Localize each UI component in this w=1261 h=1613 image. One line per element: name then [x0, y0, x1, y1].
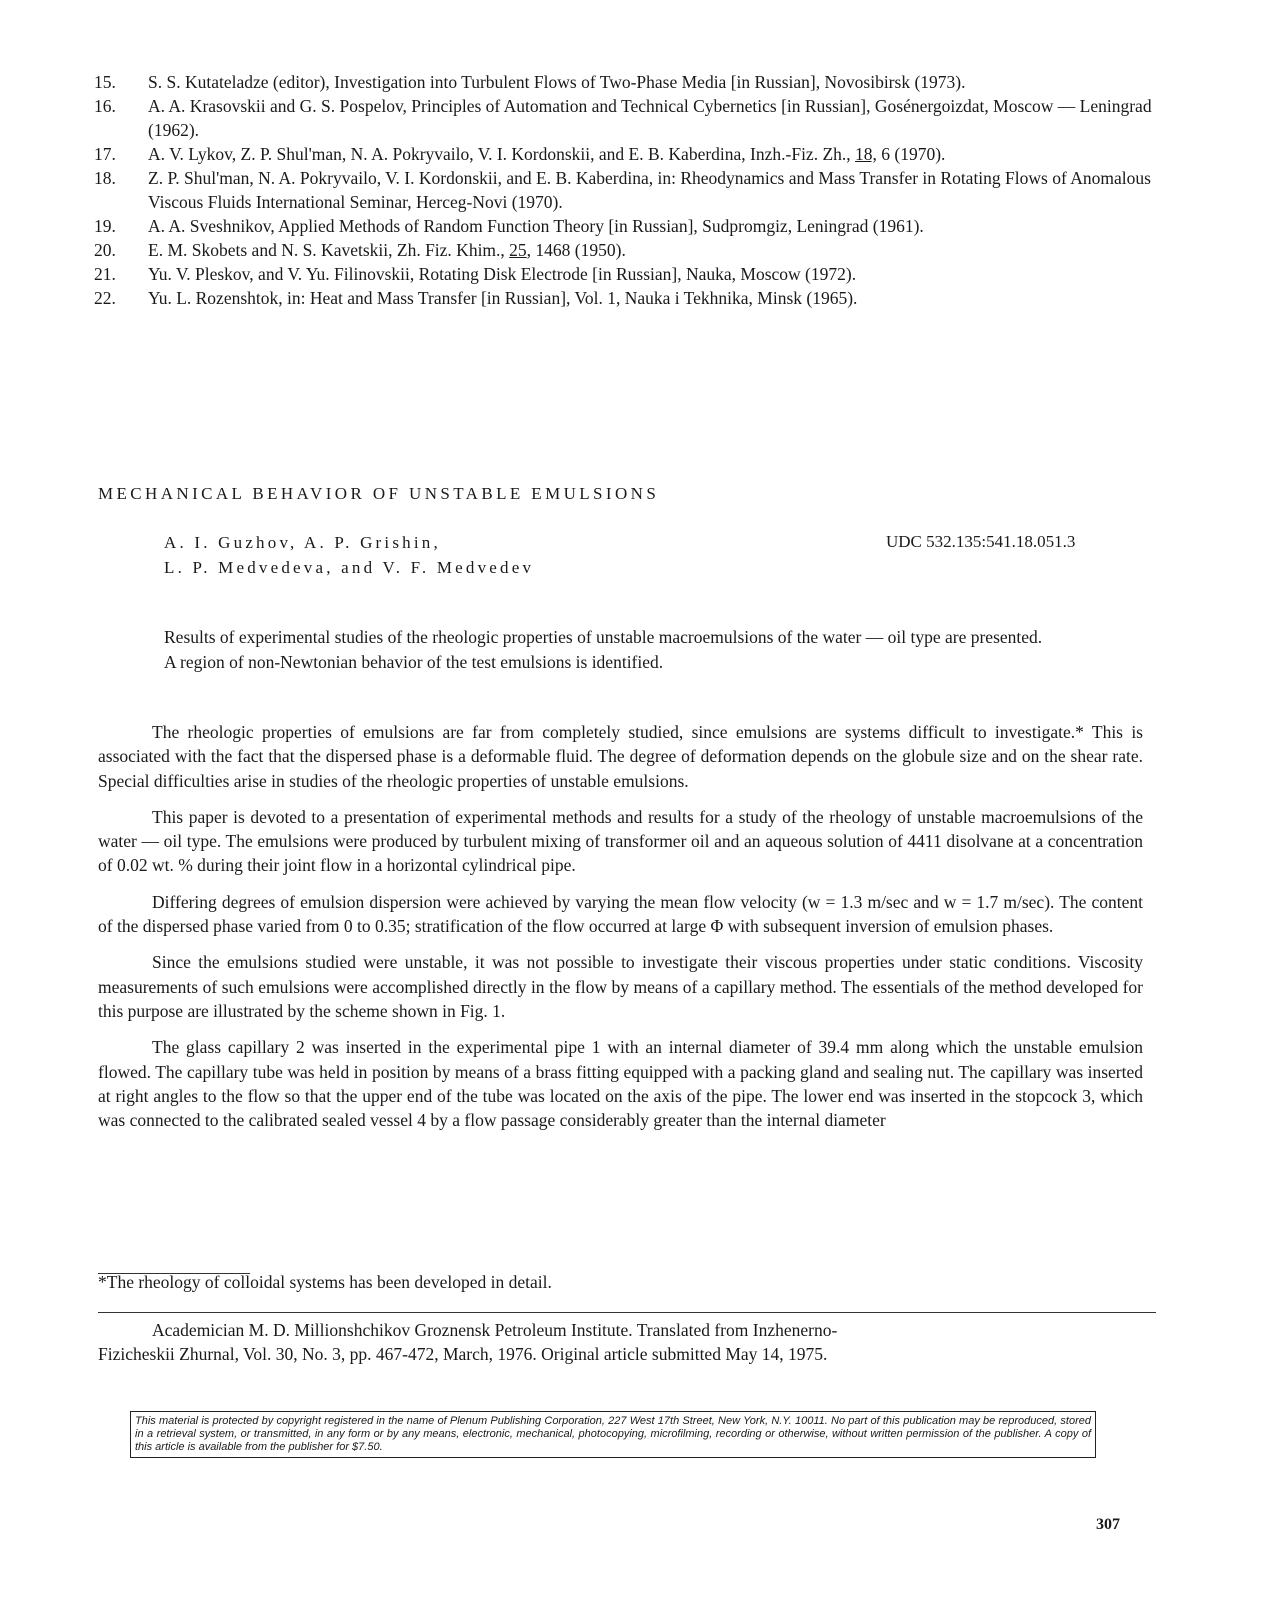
- reference-text: S. S. Kutateladze (editor), Investigation into Turbulent Flows of Two-Phase Media [in Russian], Novosibirsk (1973).: [148, 72, 966, 92]
- reference-text: Yu. V. Pleskov, and V. Yu. Filinovskii, Rotating Disk Electrode [in Russian], Nauka, Moscow (1972).: [148, 264, 857, 284]
- article-title: MECHANICAL BEHAVIOR OF UNSTABLE EMULSIONS: [98, 484, 660, 503]
- page-number: 307: [1096, 1516, 1120, 1533]
- reference-item: [94, 286, 1154, 310]
- volume-number: 25: [509, 240, 527, 260]
- affiliation-line: Fizicheskii Zhurnal, Vol. 30, No. 3, pp. 467-472, March, 1976. Original article submitted May 14, 1975.: [98, 1344, 828, 1364]
- volume-number: 18,: [855, 144, 877, 164]
- footnote: *The rheology of colloidal systems has been developed in detail.: [98, 1272, 552, 1292]
- reference-number: 16.: [94, 96, 116, 116]
- reference-text: A. A. Sveshnikov, Applied Methods of Random Function Theory [in Russian], Sudpromgiz, Leningrad (1961).: [148, 216, 924, 236]
- reference-number: 21.: [94, 264, 116, 284]
- reference-text: Z. P. Shul'man, N. A. Pokryvailo, V. I. Kordonskii, and E. B. Kaberdina, in: Rheodynamics and Mass Transfer in Rotating Flows of Anomalous Viscous Fluids International Seminar, Herceg-Novi (1970).: [148, 168, 1151, 212]
- reference-item: [94, 262, 1154, 286]
- abstract: Results of experimental studies of the rheologic properties of unstable macroemulsions of the water — oil type are presented. A region of non-Newtonian behavior of the test emulsions is identified.: [164, 627, 1043, 672]
- reference-text: Yu. L. Rozenshtok, in: Heat and Mass Transfer [in Russian], Vol. 1, Nauka i Tekhnika, Minsk (1965).: [148, 288, 858, 308]
- reference-number: 22.: [94, 288, 116, 308]
- reference-item: [94, 238, 1154, 262]
- authors-line: A. I. Guzhov, A. P. Grishin,: [164, 533, 441, 552]
- reference-number: 17.: [94, 144, 116, 164]
- section-divider: [98, 1312, 1156, 1313]
- affiliation: [98, 1318, 1143, 1366]
- reference-text: A. V. Lykov, Z. P. Shul'man, N. A. Pokryvailo, V. I. Kordonskii, and E. B. Kaberdina, Inzh.-Fiz. Zh., 18, 6 (1970).: [148, 144, 946, 164]
- article-authors: [164, 530, 534, 580]
- copyright-notice: This material is protected by copyright registered in the name of Plenum Publishing Corporation, 227 West 17th Street, New York, N.Y. 10011. No part of this publication may be reproduced, stored in a retrieval system, or transmitted, in any form or by any means, electronic, mechanical, photocopying, microfilming, recording or otherwise, without written permission of the publisher. A copy of this article is available from the publisher for $7.50.: [130, 1411, 1096, 1458]
- reference-item: [94, 70, 1154, 94]
- reference-number: 18.: [94, 168, 116, 188]
- reference-item: [94, 94, 1154, 142]
- reference-item: [94, 214, 1154, 238]
- authors-line: L. P. Medvedeva, and V. F. Medvedev: [164, 558, 535, 577]
- reference-item: [94, 142, 1154, 166]
- reference-text: A. A. Krasovskii and G. S. Pospelov, Principles of Automation and Technical Cybernetics [in Russian], Gosénergoizdat, Moscow — Leningrad (1962).: [148, 96, 1152, 140]
- body-paragraph: The glass capillary 2 was inserted in the experimental pipe 1 with an internal diameter of 39.4 mm along which the unstable emulsion flowed. The capillary tube was held in position by means of a brass fitting equipped with a packing gland and sealing nut. The capillary was inserted at right angles to the flow so that the upper end of the tube was located on the axis of the pipe. The lower end was inserted in the stopcock 3, which was connected to the calibrated sealed vessel 4 by a flow passage considerably greater than the internal diameter: [98, 1037, 1143, 1131]
- reference-number: 15.: [94, 72, 116, 92]
- udc-code: UDC 532.135:541.18.051.3: [886, 532, 1076, 551]
- body-paragraph: This paper is devoted to a presentation of experimental methods and results for a study of the rheology of unstable macroemulsions of the water — oil type. The emulsions were produced by turbulent mixing of transformer oil and an aqueous solution of 4411 disolvane at a concentration of 0.02 wt. % during their joint flow in a horizontal cylindrical pipe.: [98, 806, 1143, 876]
- reference-list: [94, 70, 1154, 310]
- body-paragraph: Since the emulsions studied were unstable, it was not possible to investigate their viscous properties under static conditions. Viscosity measurements of such emulsions were accomplished directly in the flow by means of a capillary method. The essentials of the method developed for this purpose are illustrated by the scheme shown in Fig. 1.: [98, 952, 1143, 1021]
- affiliation-line: Academician M. D. Millionshchikov Groznensk Petroleum Institute. Translated from Inzhenerno-: [152, 1320, 838, 1340]
- reference-text: E. M. Skobets and N. S. Kavetskii, Zh. Fiz. Khim., 25, 1468 (1950).: [148, 240, 626, 260]
- article-body: [98, 720, 1143, 1144]
- reference-number: 20.: [94, 240, 116, 260]
- body-paragraph: The rheologic properties of emulsions are far from completely studied, since emulsions are systems difficult to investigate.* This is associated with the fact that the dispersed phase is a deformable fluid. The degree of deformation depends on the globule size and on the shear rate. Special difficulties arise in studies of the rheologic properties of unstable emulsions.: [98, 722, 1143, 791]
- reference-item: [94, 166, 1154, 214]
- body-paragraph: Differing degrees of emulsion dispersion were achieved by varying the mean flow velocity (w = 1.3 m/sec and w = 1.7 m/sec). The content of the dispersed phase varied from 0 to 0.35; stratification of the flow occurred at large Φ with subsequent inversion of emulsion phases.: [98, 891, 1143, 937]
- reference-number: 19.: [94, 216, 116, 236]
